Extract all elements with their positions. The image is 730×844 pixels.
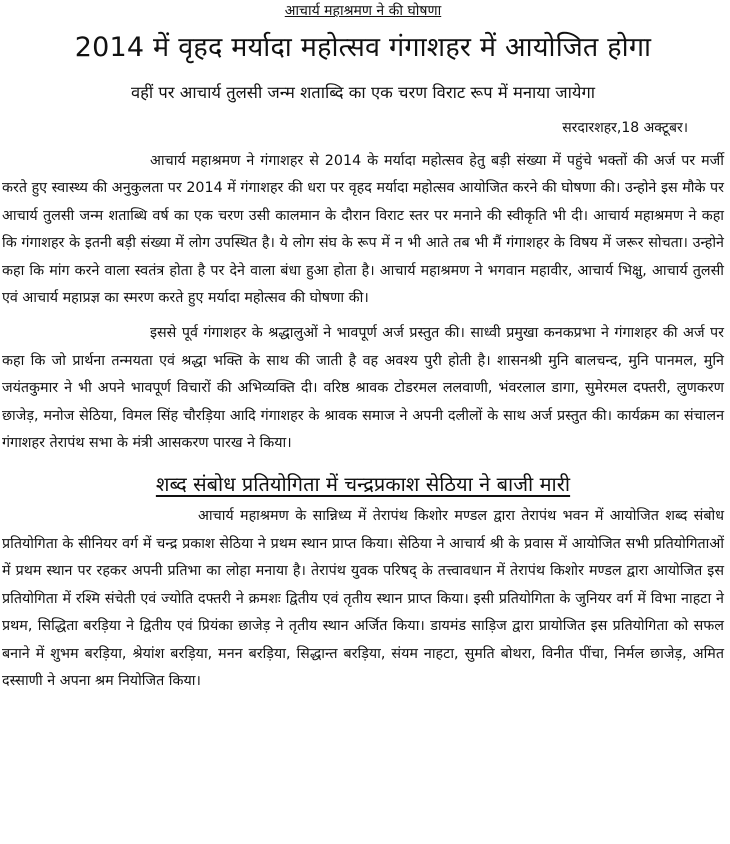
article-subheadline: वहीं पर आचार्य तुलसी जन्म शताब्दि का एक चरण विराट रूप में मनाया जायेगा <box>130 83 596 102</box>
kicker-text: आचार्य महाश्रमण ने की घोषणा <box>284 3 442 19</box>
article-kicker <box>2 0 724 21</box>
article-headline: 2014 में वृहद मर्यादा महोत्सव गंगाशहर में आयोजित होगा <box>74 32 652 63</box>
section-paragraph <box>2 503 724 695</box>
paragraph-2-text: इससे पूर्व गंगाशहर के श्रद्धालुओं ने भावपूर्ण अर्ज प्रस्तुत की। साध्वी प्रमुखा कनकप्रभा ने गंगाशहर की अर्ज पर कहा कि जो प्रार्थना तन्मयता एवं श्रद्धा भक्ति के साथ की जाती है वह अवश्य पुरी होती है। शासनश्री मुनि बालचन्द, मुनि पानमल, मुनि जयंतकुमार ने भी अपने भावपूर्ण विचारों की अभिव्यक्ति दी। वरिष्ठ श्रावक टोडरमल ललवाणी, भंवरलाल डागा, सुमेरमल दफ्तरी, लुणकरण छाजेड़, मनोज सेठिया, विमल सिंह चौरड़िया आदि गंगाशहर के श्रावक समाज ने अपनी दलीलों के साथ अर्ज प्रस्तुत की। कार्यक्रम का संचालन गंगाशहर तेरापंथ सभा के मंत्री आसकरण पारख ने किया। <box>2 325 724 452</box>
article-paragraph-2 <box>2 320 724 457</box>
section-title <box>2 469 724 499</box>
section-title-text: शब्द संबोध प्रतियोगिता में चन्द्रप्रकाश सेठिया ने बाजी मारी <box>155 472 571 497</box>
section-paragraph-text: आचार्य महाश्रमण के सान्निध्य में तेरापंथ किशोर मण्डल द्वारा तेरापंथ भवन में आयोजित शब्द संबोध प्रतियोगिता के सीनियर वर्ग में चन्द्र प्रकाश सेठिया ने प्रथम स्थान प्राप्त किया। सेठिया ने आचार्य श्री के प्रवास में आयोजित सभी प्रतियोगिताओं में प्रथम स्थान पर रहकर अपनी प्रतिभा का लोहा मनाया है। तेरापंथ युवक परिषद् के तत्त्वावधान में तेरापंथ किशोर मण्डल द्वारा आयोजित इस प्रतियोगिता में रश्मि संचेती एवं ज्योति दफ्तरी ने क्रमशः द्वितीय एवं तृतीय स्थान प्राप्त किया। इसी प्रतियोगिता के जुनियर वर्ग में विभा नाहटा ने प्रथम, सिद्धिता बरड़िया ने द्वितीय एवं प्रियंका छाजेड़ ने तृतीय स्थान अर्जित किया। डायमंड साड़िज द्वारा प्रायोजित इस प्रतियोगिता को सफल बनाने में शुभम बरड़िया, श्रेयांश बरड़िया, मनन बरड़िया, सिद्धान्त बरड़िया, संयम नाहटा, सुमति बोथरा, विनीत पींचा, निर्मल छाजेड़, अमित दस्साणी ने अपना श्रम नियोजित किया। <box>2 508 724 689</box>
article-dateline: सरदारशहर,18 अक्टूबर। <box>562 120 688 136</box>
paragraph-1-text: आचार्य महाश्रमण ने गंगाशहर से 2014 के मर्यादा महोत्सव हेतु बड़ी संख्या में पहुंचे भक्तों की अर्ज पर मर्जी करते हुए स्वास्थ्य की अनुकुलता पर 2014 में गंगाशहर की धरा पर वृहद मर्यादा महोत्सव आयोजित करने की घोषणा की। उन्होने इस मौके पर आचार्य तुलसी जन्म शताब्धि वर्ष का एक चरण उसी कालमान के दौरान विराट स्तर पर मनाने की स्वीकृति भी दी। आचार्य महाश्रमण ने कहा कि गंगाशहर के इतनी बड़ी संख्या में लोग उपस्थित है। ये लोग संघ के रूप में न भी आते तब भी मैं गंगाशहर के विषय में जरूर सोचता। उन्होने कहा कि मांग करने वाला स्वतंत्र होता है पर देने वाला बंधा हुआ होता है। आचार्य महाश्रमण ने भगवान महावीर, आचार्य भिक्षु, आचार्य तुलसी एवं आचार्य महाप्रज्ञ का स्मरण करते हुए मर्यादा महोत्सव की घोषणा की। <box>2 153 724 307</box>
article-paragraph-1 <box>2 148 724 312</box>
